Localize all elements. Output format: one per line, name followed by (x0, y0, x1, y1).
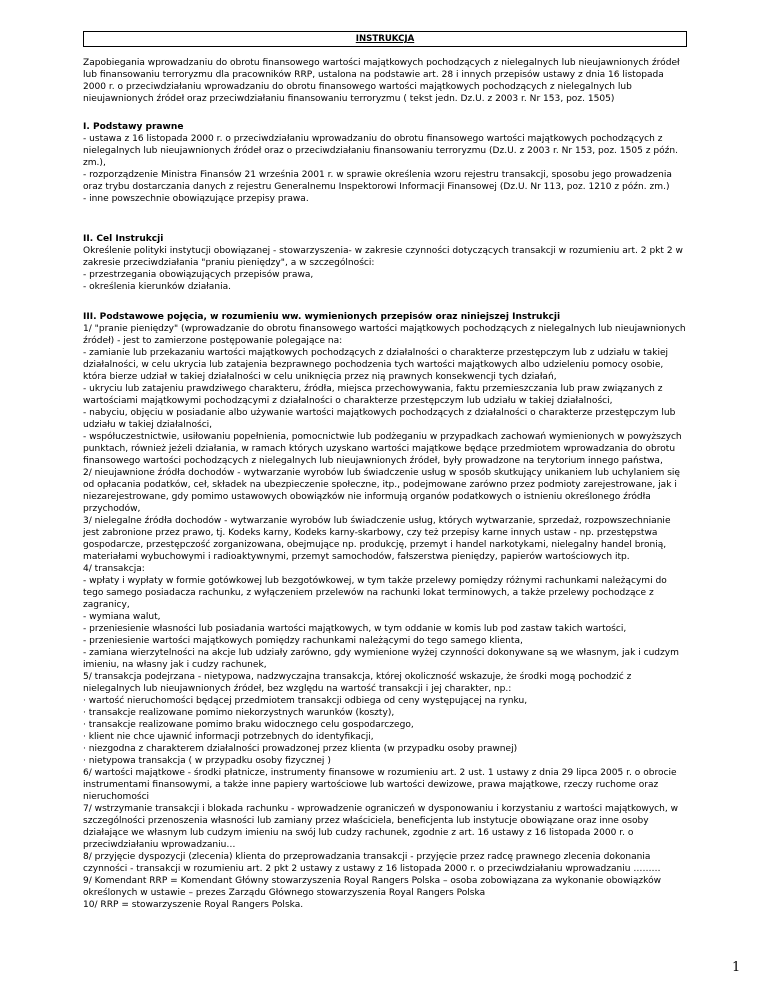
definition-line: · transakcje realizowane pomimo niekorzystnych warunków (koszty), (83, 708, 395, 718)
section-heading: II. Cel Instrukcji (83, 234, 164, 244)
section-line: Określenie polityki instytucji obowiązanej - stowarzyszenia- w zakresie czynności dotyczących transakcji w rozumieniu art. 2 pkt 2 w zakresie przeciwdziałania "praniu pieniędzy", a w szczególności: (83, 246, 683, 268)
document-page (83, 31, 687, 911)
definition-line: - wpłaty i wypłaty w formie gotówkowej lub bezgotówkowej, w tym także przelewy pomiędzy różnymi rachunkami należącymi do tego samego posiadacza rachunku, z wyłączeniem przelewów na rachunki lokat terminowych, a także przelewy pochodzące z zagranicy, (83, 576, 667, 610)
section-line: - określenia kierunków działania. (83, 282, 232, 292)
definition-line: 1/ "pranie pieniędzy" (wprowadzanie do obrotu finansowego wartości majątkowych pochodzących z nielegalnych lub nieujawnionych źródeł) - jest to zamierzone postępowanie polegające na: (83, 324, 686, 346)
page-number: 1 (732, 960, 741, 975)
definition-line: 4/ transakcja: (83, 564, 145, 574)
section-definitions (83, 311, 687, 911)
definition-line: 5/ transakcja podejrzana - nietypowa, nadzwyczajna transakcja, której okoliczność wskazuje, że środki mogą pochodzić z nielegalnych lub nieujawnionych źródeł, bez względu na wartość transakcji i jej charakter, np.: (83, 672, 632, 694)
definition-line: - ukryciu lub zatajeniu prawdziwego charakteru, źródła, miejsca przechowywania, faktu przemieszczania lub praw związanych z wartościami majątkowymi pochodzącymi z działalności o charakterze przestępczym lub udziału w takiej działalności, (83, 384, 663, 406)
section-legal-basis (83, 121, 687, 205)
section-line: - rozporządzenie Ministra Finansów 21 września 2001 r. w sprawie określenia wzoru rejestru transakcji, sposobu jego prowadzenia oraz trybu dostarczania danych z rejestru Generalnemu Inspektorowi Informacji Finansowej (Dz.U. Nr 113, poz. 1210 z późn. zm.) (83, 170, 672, 192)
section-line: - ustawa z 16 listopada 2000 r. o przeciwdziałaniu wprowadzaniu do obrotu finansowego wartości majątkowych pochodzących z nielegalnych lub nieujawnionych źródeł oraz o przeciwdziałaniu finansowaniu terroryzmu (Dz.U. z 2003 r. Nr 153, poz. 1505 z późn. zm.), (83, 134, 678, 168)
definition-line: - współuczestnictwie, usiłowaniu popełnienia, pomocnictwie lub podżeganiu w przypadkach zachowań wymienionych w powyższych punktach, również jeżeli działania, w ramach których uzyskano wartości majątkowe będące przedmiotem wprowadzania do obrotu finansowego wartości pochodzących z nielegalnych lub nieujawnionych źródeł, były prowadzone na terytorium innego państwa, (83, 432, 682, 466)
definition-line: - przeniesienie własności lub posiadania wartości majątkowych, w tym oddanie w komis lub pod zastaw takich wartości, (83, 624, 627, 634)
section-purpose (83, 233, 687, 293)
definition-line: 7/ wstrzymanie transakcji i blokada rachunku - wprowadzenie ograniczeń w dysponowaniu i korzystaniu z wartości majątkowych, w szczególności przenoszenia własności lub zamiany przez właściciela, beneficjenta lub instytucje obowiązane oraz inne osoby działające we własnym lub cudzym imieniu na swój lub cudzy rachunek, zgodnie z art. 16 ustawy z 16 listopada 2000 r. o przeciwdziałaniu wprowadzaniu… (83, 804, 679, 850)
definition-line: 10/ RRP = stowarzyszenie Royal Rangers Polska. (83, 900, 304, 910)
definition-line: · nietypowa transakcja ( w przypadku osoby fizycznej ) (83, 756, 331, 766)
definition-line: · wartość nieruchomości będącej przedmiotem transakcji odbiega od ceny występującej na rynku, (83, 696, 528, 706)
definition-line: · klient nie chce ujawnić informacji potrzebnych do identyfikacji, (83, 732, 374, 742)
definition-line: - nabyciu, objęciu w posiadanie albo używanie wartości majątkowych pochodzących z działalności o charakterze przestępczym lub udziału w takiej działalności, (83, 408, 676, 430)
definition-line: - zamianie lub przekazaniu wartości majątkowych pochodzących z działalności o charakterze przestępczym lub z udziału w takiej działalności, w celu ukrycia lub zatajenia bezprawnego pochodzenia tych wartości majątkowych albo udzieleniu pomocy osobie, która bierze udział w takiej działalności w celu uniknięcia przez nią prawnych konsekwencji tych działań, (83, 348, 669, 382)
definition-line: 6/ wartości majątkowe - środki płatnicze, instrumenty finansowe w rozumieniu art. 2 ust. 1 ustawy z dnia 29 lipca 2005 r. o obrocie instrumentami finansowymi, a także inne papiery wartościowe lub wartości dewizowe, prawa majątkowe, rzeczy ruchome oraz nieruchomości (83, 768, 677, 802)
definition-line: - przeniesienie wartości majątkowych pomiędzy rachunkami należącymi do tego samego klienta, (83, 636, 523, 646)
definition-line: · transakcje realizowane pomimo braku widocznego celu gospodarczego, (83, 720, 414, 730)
document-title-box (83, 31, 687, 47)
definition-line: - wymiana walut, (83, 612, 161, 622)
intro-paragraph: Zapobiegania wprowadzaniu do obrotu finansowego wartości majątkowych pochodzących z nielegalnych lub nieujawnionych źródeł lub finansowaniu terroryzmu dla pracowników RRP, ustalona na podstawie art. 28 i innych przepisów ustawy z dnia 16 listopada 2000 r. o przeciwdziałaniu wprowadzaniu do obrotu finansowego wartości majątkowych pochodzących z nielegalnych lub nieujawnionych źródeł oraz przeciwdziałaniu finansowaniu terroryzmu ( tekst jedn. Dz.U. z 2003 r. Nr 153, poz. 1505) (83, 58, 680, 104)
definition-line: 2/ nieujawnione źródła dochodów - wytwarzanie wyrobów lub świadczenie usług w sposób skutkujący unikaniem lub uchylaniem się od opłacania podatków, ceł, składek na ubezpieczenie społeczne, itp., podejmowane zarówno przez podmioty zarejestrowane, jak i niezarejestrowane, gdy pomimo ustawowych obowiązków nie informują organów podatkowych o istnieniu określonego źródła przychodów, (83, 468, 680, 514)
definition-line: 9/ Komendant RRP = Komendant Główny stowarzyszenia Royal Rangers Polska – osoba zobowiązana za wykonanie obowiązków określonych w ustawie – prezes Zarządu Głównego stowarzyszenia Royal Rangers Polska (83, 876, 662, 898)
section-line: - przestrzegania obowiązujących przepisów prawa, (83, 270, 314, 280)
definition-line: · niezgodna z charakterem działalności prowadzonej przez klienta (w przypadku osoby prawnej) (83, 744, 518, 754)
definition-line: - zamiana wierzytelności na akcje lub udziały zarówno, gdy wymienione wyżej czynności dokonywane są we własnym, jak i cudzym imieniu, na własny jak i cudzy rachunek, (83, 648, 679, 670)
definition-line: 8/ przyjęcie dyspozycji (zlecenia) klienta do przeprowadzania transakcji - przyjęcie przez radcę prawnego zlecenia dokonania czynności - transakcji w rozumieniu art. 2 pkt 2 ustawy z ustawy z 16 listopada 2000 r. o przeciwdziałaniu wprowadzaniu ……… (83, 852, 661, 874)
section-heading: III. Podstawowe pojęcia, w rozumieniu ww. wymienionych przepisów oraz niniejszej Instrukcji (83, 312, 561, 322)
definition-line: 3/ nielegalne źródła dochodów - wytwarzanie wyrobów lub świadczenie usług, których wytwarzanie, sprzedaż, rozpowszechnianie jest zabronione przez prawo, tj. Kodeks karny, Kodeks karny-skarbowy, czy też przepisy karne innych ustaw - np. przestępstwa gospodarcze, przestępczość zorganizowana, obejmujące np. produkcję, przemyt i handel narkotykami, nielegalny handel bronią, materiałami wybuchowymi i radioaktywnymi, przemyt samochodów, fałszerstwa pieniędzy, papierów wartościowych itp. (83, 516, 671, 562)
section-line: - inne powszechnie obowiązujące przepisy prawa. (83, 194, 309, 204)
section-heading: I. Podstawy prawne (83, 122, 184, 132)
document-title: INSTRUKCJA (355, 34, 415, 44)
